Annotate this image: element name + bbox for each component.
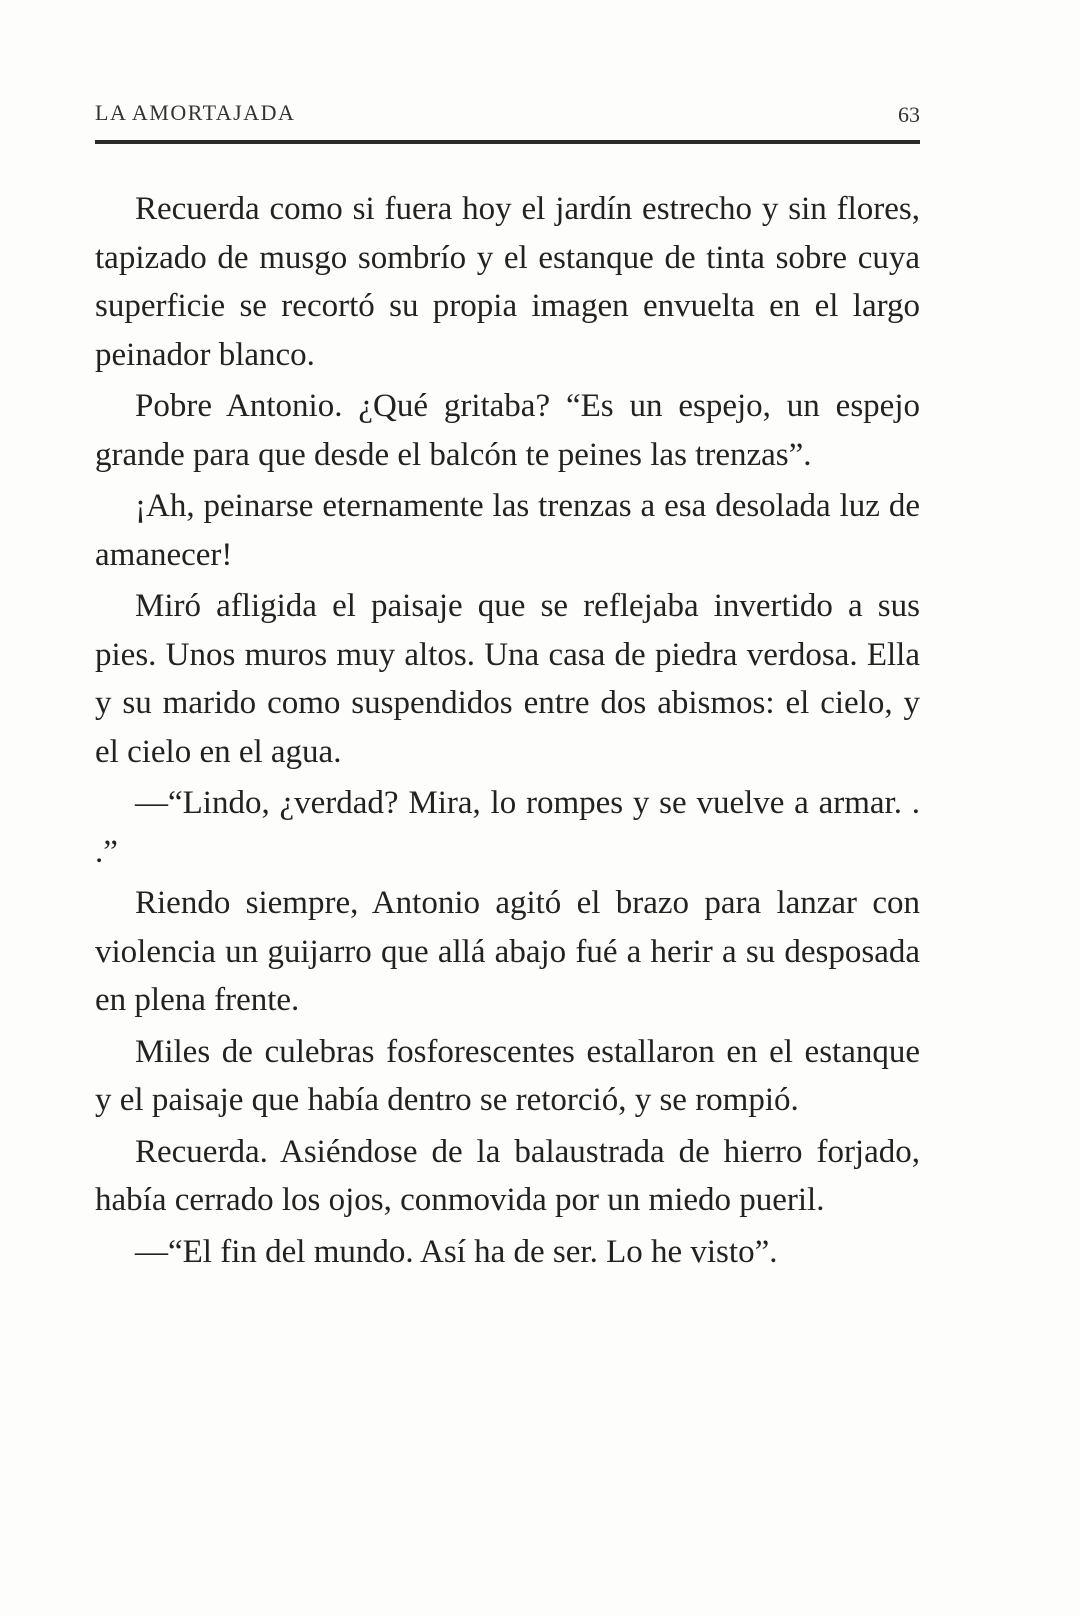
page-number: 63 [898, 102, 920, 127]
paragraph: —“Lindo, ¿verdad? Mira, lo rompes y se vuelve a armar. . .” [95, 785, 920, 870]
body-text [95, 185, 920, 1279]
paragraph: ¡Ah, peinarse eternamente las trenzas a esa desolada luz de amanecer! [95, 488, 920, 573]
paragraph: Miles de culebras fosforescentes estallaron en el estanque y el paisaje que había dentro se retorció, y se rompió. [95, 1033, 920, 1118]
page-header [95, 100, 920, 130]
header-rule [95, 140, 920, 144]
paragraph: Miró afligida el paisaje que se reflejaba invertido a sus pies. Unos muros muy altos. Una casa de piedra verdosa. Ella y su marido como suspendidos entre dos abismos: el cielo, y el cielo en el agua. [95, 588, 920, 770]
paragraph: Pobre Antonio. ¿Qué gritaba? “Es un espejo, un espejo grande para que desde el balcón te peines las trenzas”. [95, 388, 920, 473]
paragraph: Recuerda como si fuera hoy el jardín estrecho y sin flores, tapizado de musgo sombrío y el estanque de tinta sobre cuya superficie se recortó su propia imagen envuelta en el largo peinador blanco. [95, 191, 920, 373]
running-title: LA AMORTAJADA [95, 100, 296, 125]
paragraph: Recuerda. Asiéndose de la balaustrada de hierro forjado, había cerrado los ojos, conmovida por un miedo pueril. [95, 1133, 920, 1218]
paragraph: Riendo siempre, Antonio agitó el brazo para lanzar con violencia un guijarro que allá abajo fué a herir a su desposada en plena frente. [95, 885, 920, 1018]
paragraph: —“El fin del mundo. Así ha de ser. Lo he visto”. [135, 1233, 778, 1270]
